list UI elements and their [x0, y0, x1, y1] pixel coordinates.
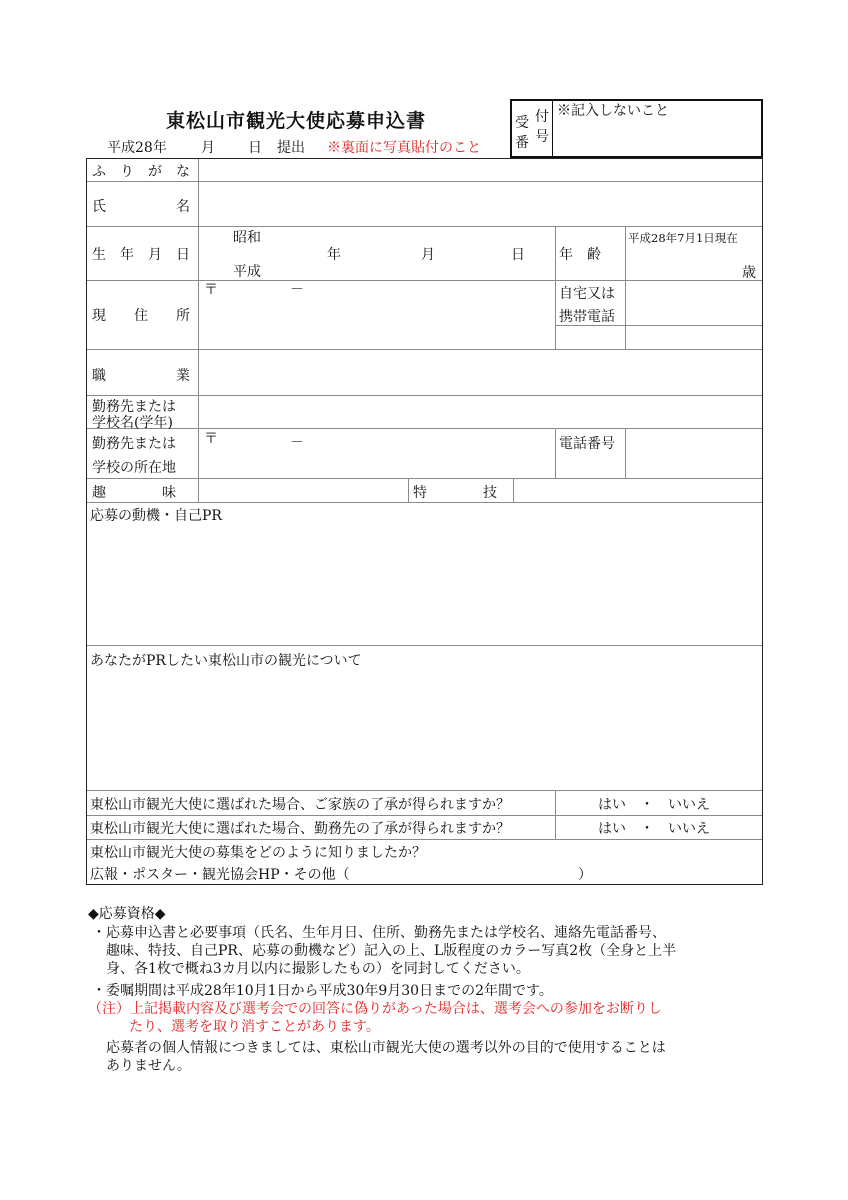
notes-item2: ・委嘱期間は平成28年10月1日から平成30年9月30日までの2年間です。: [92, 983, 553, 999]
notes-caution-line2: たり、選考を取り消すことがあります。: [129, 1019, 380, 1035]
birth-month-unit: 月: [421, 247, 435, 263]
question-how-known: 東松山市観光大使の募集をどのように知りましたか？: [90, 845, 426, 861]
notes-item1-line3: 身、各1枚で概ね3カ月以内に撮影したもの）を同封してください。: [106, 961, 530, 977]
notes-privacy-line1: 応募者の個人情報につきましては、東松山市観光大使の選考以外の目的で使用することは: [106, 1040, 666, 1056]
label-work-address-1: 勤務先または: [92, 436, 176, 452]
office-char-2: 付: [535, 109, 549, 125]
date-day: 日: [248, 140, 262, 156]
label-skill: 特 技: [413, 485, 497, 501]
row-line-employer: [87, 839, 762, 840]
label-phone-home-2: 携帯電話: [559, 309, 615, 325]
row-line-work-address: [87, 478, 762, 479]
label-hobby: 趣 味: [92, 485, 176, 501]
label-phone: 電話番号: [559, 436, 615, 452]
answer-how-known-close: ）: [578, 867, 592, 883]
col-line-consent: [555, 790, 556, 839]
label-workplace-1: 勤務先または: [92, 399, 176, 415]
row-line-hobby: [87, 502, 762, 503]
notes-item1-line2: 趣味、特技、自己PR、応募の動機など）記入の上、L版程度のカラー写真2枚（全身と上半: [106, 943, 677, 959]
label-phone-home-1: 自宅又は: [559, 286, 615, 302]
office-label-receipt: [515, 112, 529, 132]
work-postal-mark: 〒: [204, 431, 218, 447]
answer-family-consent: はい ・ いいえ: [598, 797, 710, 813]
label-occupation: 職 業: [92, 368, 190, 384]
notes-heading: ◆応募資格◆: [88, 906, 166, 922]
date-submit: 提出: [277, 140, 305, 156]
label-motivation: 応募の動機・自己PR: [90, 508, 222, 524]
office-label-receipt-2: [535, 106, 549, 126]
work-postal-dash: －: [290, 435, 304, 451]
birth-day-unit: 日: [511, 247, 525, 263]
notes-caution-line1: （注）上記掲載内容及び選考会での回答に偽りがあった場合は、選考会への参加をお断りし: [88, 1001, 662, 1017]
row-line-address: [87, 349, 762, 350]
page-title: 東松山市観光大使応募申込書: [166, 110, 427, 132]
address-postal-dash: －: [290, 282, 304, 298]
label-birthdate: 生 年 月 日: [92, 247, 190, 263]
row-line-workplace: [87, 428, 762, 429]
col-line-age: [555, 226, 556, 349]
label-address: 現 住 所: [92, 308, 190, 324]
era-showa: 昭和: [233, 230, 261, 246]
row-line-occupation: [87, 395, 762, 396]
date-era-year: 平成28年: [107, 140, 167, 156]
col-line-skill: [408, 478, 409, 502]
row-line-family: [87, 815, 762, 816]
notes-privacy-line2: ありません。: [106, 1058, 191, 1074]
notes-item1-line1: ・応募申込書と必要事項（氏名、生年月日、住所、勤務先または学校名、連絡先電話番号、: [92, 925, 666, 941]
photo-notice: ※裏面に写真貼付のこと: [327, 140, 481, 156]
address-postal-mark: 〒: [204, 282, 218, 298]
row-line-tourism: [87, 790, 762, 791]
col-line-phone-value: [625, 428, 626, 478]
answer-how-known: 広報・ポスター・観光協会HP・その他（: [90, 867, 350, 883]
col-line-age-value: [625, 226, 626, 349]
birth-year-unit: 年: [327, 247, 341, 263]
office-note: ※記入しないこと: [557, 103, 669, 119]
age-unit: 歳: [742, 265, 756, 281]
office-label-number: [515, 132, 529, 152]
question-family-consent: 東松山市観光大使に選ばれた場合、ご家族の了承が得られますか？: [90, 797, 510, 813]
row-line-birth: [87, 280, 762, 281]
label-workplace-2: 学校名(学年): [92, 415, 173, 431]
office-label-number-2: [535, 126, 549, 146]
question-employer-consent: 東松山市観光大使に選ばれた場合、勤務先の了承が得られますか？: [90, 821, 510, 837]
label-furigana: ふ り が な: [92, 164, 190, 180]
office-box-divider: [552, 101, 553, 157]
label-work-address-2: 学校の所在地: [92, 460, 176, 476]
row-line-motivation: [87, 645, 762, 646]
office-char-4: 号: [535, 129, 549, 145]
row-line-furigana: [87, 181, 762, 182]
col-line-skill-value: [513, 478, 514, 502]
office-char-1: 受: [515, 115, 529, 131]
date-month: 月: [201, 140, 215, 156]
label-tourism-pr: あなたがPRしたい東松山市の観光について: [90, 653, 362, 669]
col-line-phone: [555, 428, 556, 478]
label-age: 年 齢: [559, 247, 601, 263]
era-heisei: 平成: [233, 264, 261, 280]
answer-employer-consent: はい ・ いいえ: [598, 821, 710, 837]
office-char-3: 番: [515, 135, 529, 151]
age-as-of: 平成28年7月1日現在: [628, 231, 738, 245]
label-name: 氏 名: [92, 199, 190, 215]
col-line-labels: [198, 159, 199, 502]
row-line-name: [87, 226, 762, 227]
